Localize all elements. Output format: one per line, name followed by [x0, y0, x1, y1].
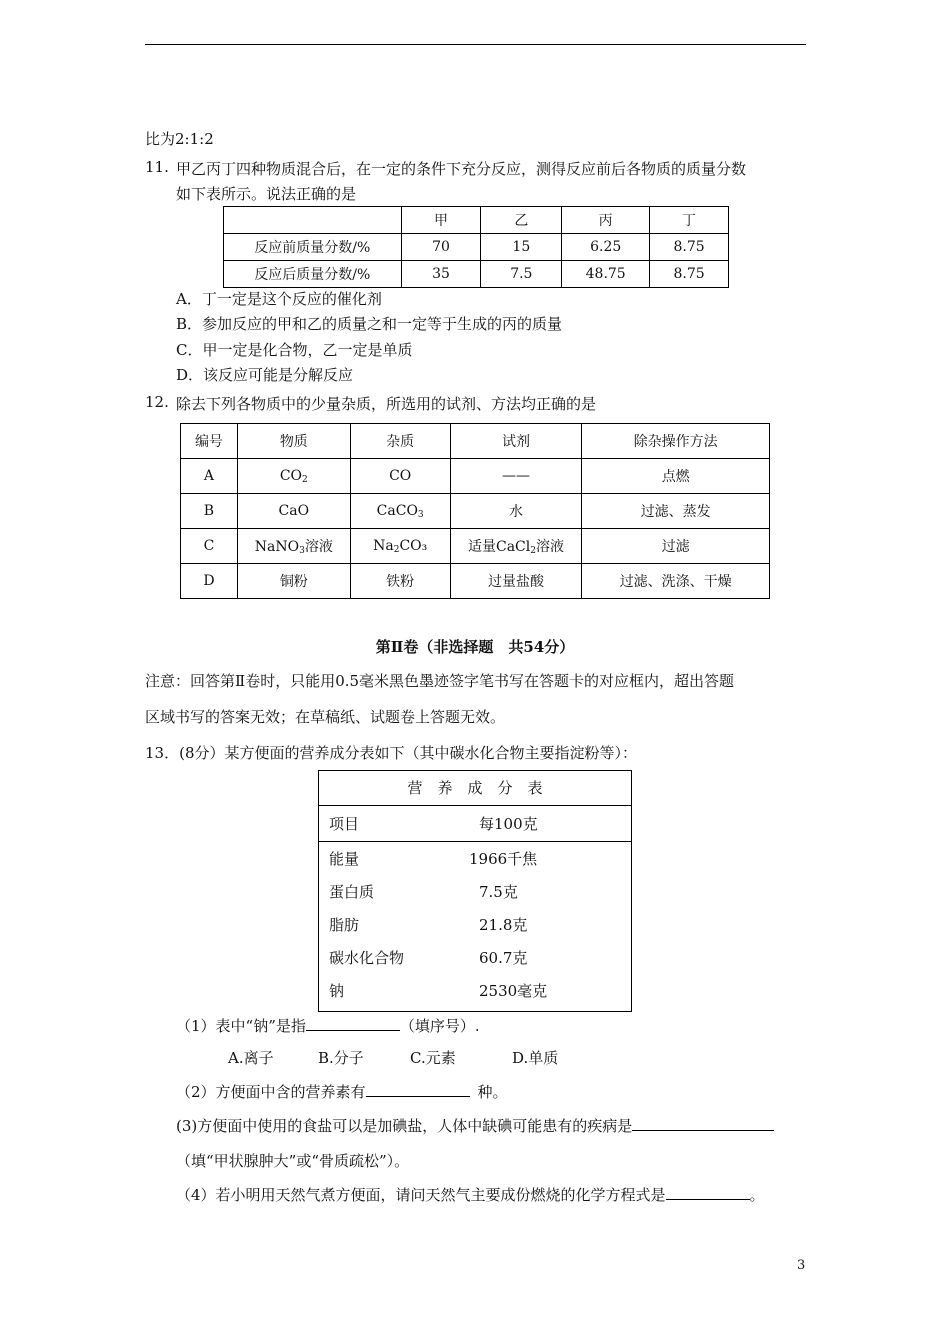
q12-reagent-cell: 水: [450, 494, 582, 529]
q13-part1-choice-a: A.离子: [228, 1049, 274, 1067]
q11-cell: 7.5: [481, 261, 562, 288]
q11-row-after: [224, 261, 729, 288]
q11-header-row: [224, 207, 729, 234]
nutrient-name: 碳水化合物: [329, 949, 405, 967]
q11-header-cell: 丁: [650, 207, 729, 234]
q12-header-row: [181, 424, 770, 459]
q12-impurity-cell: CO: [350, 459, 450, 494]
q12-header-cell: 试剂: [450, 424, 582, 459]
q12-header-cell: 编号: [181, 424, 238, 459]
q13-part3: (3)方便面中使用的食盐可以是加碘盐，人体中缺碘可能患有的疾病是: [176, 1115, 774, 1136]
q12-reagent-cell: 适量CaCl$_2$溶液: [450, 529, 582, 564]
page-number: 3: [797, 1258, 806, 1273]
q11-option-a: A．丁一定是这个反应的催化剂: [176, 290, 382, 308]
q11-cell: 8.75: [650, 261, 729, 288]
q12-id-cell: D: [181, 564, 238, 599]
q12-number: 12.: [145, 393, 169, 411]
q12-substance-cell: CaO: [237, 494, 350, 529]
q11-row-before: [224, 234, 729, 261]
q12-impurity-cell: 铁粉: [350, 564, 450, 599]
q13-part4: （4）若小明用天然气煮方便面，请问天然气主要成份燃烧的化学方程式是 。: [176, 1186, 765, 1204]
nutrient-name: 能量: [329, 850, 360, 868]
divider: [319, 841, 631, 842]
nutrient-name: 蛋白质: [329, 883, 375, 901]
q11-cell: 70: [401, 234, 481, 261]
q11-mass-table: [223, 206, 729, 288]
q11-number: 11.: [145, 158, 169, 176]
answer-blank[interactable]: [306, 1016, 400, 1031]
q11-cell: 15: [481, 234, 562, 261]
nutrient-value: 1966千焦: [469, 850, 538, 868]
q11-cell: 6.25: [562, 234, 650, 261]
q11-option-b: B．参加反应的甲和乙的质量之和一定等于生成的丙的质量: [176, 315, 563, 333]
nutrient-value: 2530毫克: [479, 982, 548, 1000]
q11-cell: 反应后质量分数/%: [224, 261, 402, 288]
nutrient-value: 21.8克: [479, 916, 528, 934]
q12-impurity-table: [180, 423, 770, 599]
q11-cell: 35: [401, 261, 481, 288]
header-rule: [145, 44, 806, 45]
nutrient-name: 脂肪: [329, 916, 360, 934]
answer-blank[interactable]: [666, 1185, 750, 1200]
q11-option-c: C．甲一定是化合物，乙一定是单质: [176, 341, 413, 359]
q13-part1-choice-c: C.元素: [410, 1049, 456, 1067]
nutrient-value: 7.5克: [479, 883, 518, 901]
q12-stem: 除去下列各物质中的少量杂质，所选用的试剂、方法均正确的是: [176, 395, 597, 413]
q11-header-cell: 丙: [562, 207, 650, 234]
q12-row: [181, 529, 770, 564]
section-title: 第Ⅱ卷（非选择题 共54分）: [375, 638, 575, 656]
nutrition-table: [318, 770, 632, 1012]
q12-header-cell: 杂质: [350, 424, 450, 459]
nutrient-value: 60.7克: [479, 949, 528, 967]
q12-substance-cell: NaNO$_3$溶液: [237, 529, 350, 564]
q12-header-cell: 除杂操作方法: [582, 424, 770, 459]
q12-reagent-cell: ——: [450, 459, 582, 494]
q11-option-d: D．该反应可能是分解反应: [176, 366, 354, 384]
q11-stem-line1: 甲乙丙丁四种物质混合后，在一定的条件下充分反应，测得反应前后各物质的质量分数: [176, 160, 747, 178]
q13-part1-choice-b: B.分子: [318, 1049, 364, 1067]
q11-header-cell: 乙: [481, 207, 562, 234]
q12-row: [181, 564, 770, 599]
q12-reagent-cell: 过量盐酸: [450, 564, 582, 599]
divider: [319, 805, 631, 806]
q12-method-cell: 过滤、洗涤、干燥: [582, 564, 770, 599]
q11-header-cell: 甲: [401, 207, 481, 234]
q12-id-cell: C: [181, 529, 238, 564]
q12-substance-cell: 铜粉: [237, 564, 350, 599]
nutrient-name: 钠: [329, 982, 345, 1000]
q12-header-cell: 物质: [237, 424, 350, 459]
q12-method-cell: 过滤、蒸发: [582, 494, 770, 529]
section-note-line2: 区域书写的答案无效；在草稿纸、试题卷上答题无效。: [145, 708, 506, 726]
q13-part1-choice-d: D.单质: [512, 1049, 559, 1067]
q13-part1: （1）表中“钠”是指 （填序号）.: [176, 1017, 480, 1035]
q11-header-cell: [224, 207, 402, 234]
nutrition-table-title: 营 养 成 分 表: [407, 779, 543, 797]
nutrition-col-item: 项目: [329, 815, 360, 833]
q11-cell: 8.75: [650, 234, 729, 261]
q11-stem-line2: 如下表所示。说法正确的是: [176, 185, 357, 203]
q12-id-cell: B: [181, 494, 238, 529]
q11-cell: 48.75: [562, 261, 650, 288]
q13-part2: （2）方便面中含的营养素有 种。: [176, 1083, 508, 1101]
previous-question-tail: 比为2:1:2: [145, 130, 214, 148]
q12-method-cell: 过滤: [582, 529, 770, 564]
q13-part3-hint: （填“甲状腺肿大”或“骨质疏松”）。: [176, 1152, 410, 1170]
q12-row: [181, 459, 770, 494]
q12-method-cell: 点燃: [582, 459, 770, 494]
answer-blank[interactable]: [366, 1082, 470, 1097]
answer-blank[interactable]: [632, 1116, 774, 1131]
section-note-line1: 注意：回答第Ⅱ卷时，只能用0.5毫米黑色墨迹签字笔书写在答题卡的对应框内，超出答题: [145, 672, 735, 690]
q11-cell: 反应前质量分数/%: [224, 234, 402, 261]
q12-row: [181, 494, 770, 529]
nutrition-col-per100g: 每100克: [479, 815, 538, 833]
q12-impurity-cell: $Na_2CO_3$: [350, 529, 450, 564]
q12-id-cell: A: [181, 459, 238, 494]
q12-substance-cell: $CO_2$: [237, 459, 350, 494]
q12-impurity-cell: CaCO$_3$: [350, 494, 450, 529]
q13-intro: 13．(8分）某方便面的营养成分表如下（其中碳水化合物主要指淀粉等）：: [145, 744, 637, 762]
